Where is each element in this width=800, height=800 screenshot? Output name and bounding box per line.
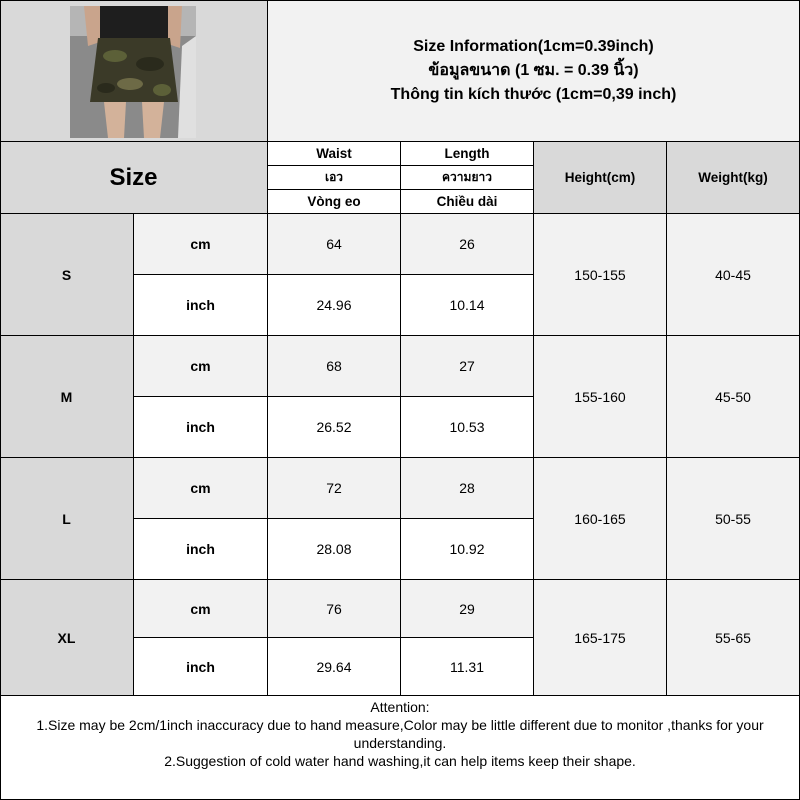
border-top (0, 0, 800, 1)
unit-cm: cm (134, 214, 268, 275)
border-left (0, 0, 1, 800)
waist-header-en: Waist (268, 142, 401, 166)
weight-range: 45-50 (667, 336, 800, 458)
unit-inch: inch (134, 397, 268, 458)
height-range: 165-175 (534, 580, 667, 696)
size-xl-label: XL (0, 580, 134, 696)
weight-range: 50-55 (667, 458, 800, 580)
waist-cm: 64 (268, 214, 401, 275)
unit-inch: inch (134, 275, 268, 336)
unit-cm: cm (134, 580, 268, 638)
attention-note-1: 1.Size may be 2cm/1inch inaccuracy due to hand measure,Color may be little different due to monitor ,thanks for your understanding. (36, 717, 764, 751)
waist-cm: 72 (268, 458, 401, 519)
waist-cm: 76 (268, 580, 401, 638)
weight-range: 40-45 (667, 214, 800, 336)
weight-range: 55-65 (667, 580, 800, 696)
length-cm: 29 (401, 580, 534, 638)
attention-note-2: 2.Suggestion of cold water hand washing,it can help items keep their shape. (164, 753, 636, 769)
attention-notes (0, 696, 800, 800)
length-inch: 10.53 (401, 397, 534, 458)
weight-header: Weight(kg) (667, 142, 800, 214)
product-photo (70, 6, 196, 138)
size-header: Size (0, 142, 268, 214)
height-range: 155-160 (534, 336, 667, 458)
attention-heading: Attention: (370, 699, 430, 715)
size-s-label: S (0, 214, 134, 336)
length-header-vi: Chiều dài (401, 190, 534, 214)
title-thai: ข้อมูลขนาด (1 ซม. = 0.39 นิ้ว) (428, 61, 639, 79)
title-vietnamese: Thông tin kích thước (1cm=0,39 inch) (390, 85, 677, 103)
unit-inch: inch (134, 519, 268, 580)
waist-header-vi: Vòng eo (268, 190, 401, 214)
waist-inch: 28.08 (268, 519, 401, 580)
waist-cm: 68 (268, 336, 401, 397)
title-english: Size Information(1cm=0.39inch) (413, 37, 654, 55)
height-range: 150-155 (534, 214, 667, 336)
size-l-label: L (0, 458, 134, 580)
length-inch: 10.92 (401, 519, 534, 580)
length-inch: 10.14 (401, 275, 534, 336)
waist-inch: 24.96 (268, 275, 401, 336)
unit-cm: cm (134, 458, 268, 519)
camo-skirt-image (70, 6, 196, 138)
waist-inch: 29.64 (268, 638, 401, 696)
waist-header-th: เอว (268, 166, 401, 190)
waist-inch: 26.52 (268, 397, 401, 458)
length-header-en: Length (401, 142, 534, 166)
title-block (268, 0, 800, 142)
length-header-th: ความยาว (401, 166, 534, 190)
length-cm: 27 (401, 336, 534, 397)
height-range: 160-165 (534, 458, 667, 580)
unit-inch: inch (134, 638, 268, 696)
unit-cm: cm (134, 336, 268, 397)
height-header: Height(cm) (534, 142, 667, 214)
length-inch: 11.31 (401, 638, 534, 696)
length-cm: 26 (401, 214, 534, 275)
size-m-label: M (0, 336, 134, 458)
photo-cell (0, 0, 268, 142)
length-cm: 28 (401, 458, 534, 519)
